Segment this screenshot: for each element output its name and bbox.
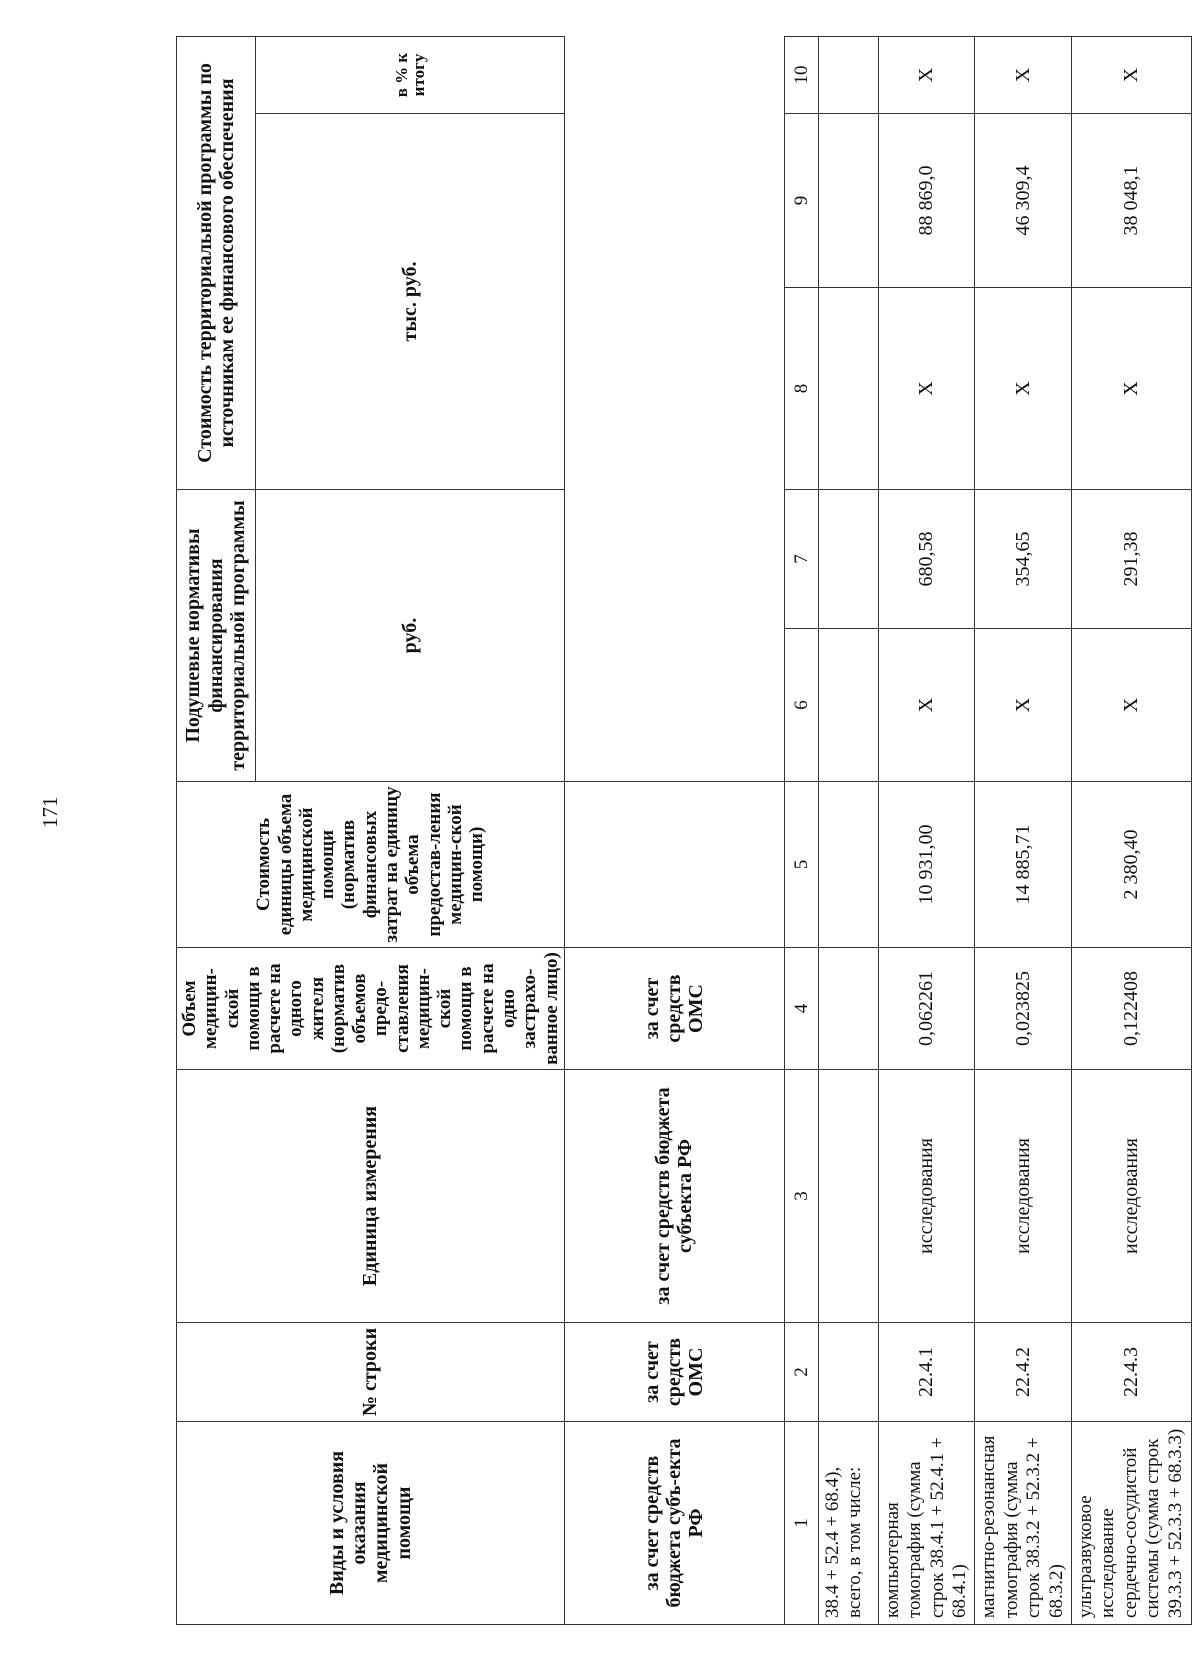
row-unit-cost: 10 931,00 bbox=[878, 782, 975, 948]
row-oms-per-capita: 354,65 bbox=[975, 490, 1072, 629]
table-row bbox=[818, 37, 878, 1625]
rotated-table-container bbox=[176, 37, 1186, 1625]
row-percent: X bbox=[878, 37, 975, 114]
table-row bbox=[975, 37, 1072, 1625]
row-oms-cost: 38 048,1 bbox=[1072, 114, 1192, 288]
row-code: 22.4.3 bbox=[1072, 1323, 1192, 1422]
header-row-number: № строки bbox=[177, 1323, 565, 1422]
header-budget-cost: за счет средств бюджета субъекта РФ bbox=[564, 1070, 784, 1323]
row-unit: исследования bbox=[975, 1070, 1072, 1323]
header-oms-cost: за счет средств ОМС bbox=[564, 948, 784, 1070]
header-care-type: Виды и условия оказания медицинской помощи bbox=[177, 1422, 565, 1625]
header-unit: Единица измерения bbox=[177, 1070, 565, 1323]
row-unit-cost: 14 885,71 bbox=[975, 782, 1072, 948]
row-oms-per-capita: 291,38 bbox=[1072, 490, 1192, 629]
medical-care-cost-table bbox=[176, 36, 1192, 1625]
column-number: 3 bbox=[784, 1070, 818, 1323]
row-care-type: компьютерная томография (сумма строк 38.4.1 + 52.4.1 + 68.4.1) bbox=[878, 1422, 975, 1625]
row-code bbox=[818, 1323, 878, 1422]
row-care-type: ультразвуковое исследование сердечно-сосудистой системы (сумма строк 39.3.3 + 52.3.3 + 68.3.3) bbox=[1072, 1422, 1192, 1625]
row-volume: 0,122408 bbox=[1072, 948, 1192, 1070]
row-percent bbox=[818, 37, 878, 114]
page-number: 171 bbox=[38, 796, 62, 828]
row-unit: исследования bbox=[1072, 1070, 1192, 1323]
row-budget-per-capita bbox=[818, 629, 878, 782]
row-percent: X bbox=[1072, 37, 1192, 114]
header-budget-per-capita: за счет средств бюджета субъ-екта РФ bbox=[564, 1422, 784, 1625]
column-number: 1 bbox=[784, 1422, 818, 1625]
header-row-4 bbox=[564, 37, 784, 1625]
column-number: 2 bbox=[784, 1323, 818, 1422]
row-code: 22.4.1 bbox=[878, 1323, 975, 1422]
row-oms-cost: 88 869,0 bbox=[878, 114, 975, 288]
column-number: 10 bbox=[784, 37, 818, 114]
row-unit-cost: 2 380,40 bbox=[1072, 782, 1192, 948]
row-oms-per-capita bbox=[818, 490, 878, 629]
row-care-type: магнитно-резонансная томография (сумма строк 38.3.2 + 52.3.2 + 68.3.2) bbox=[975, 1422, 1072, 1625]
column-number: 8 bbox=[784, 288, 818, 490]
column-number: 6 bbox=[784, 629, 818, 782]
row-oms-per-capita: 680,58 bbox=[878, 490, 975, 629]
header-oms-per-capita: за счет средств ОМС bbox=[564, 1323, 784, 1422]
row-budget-cost: X bbox=[1072, 288, 1192, 490]
header-percent-blank bbox=[564, 782, 784, 948]
header-program-cost: Стоимость территориальной программы по источникам ее финансового обеспечения bbox=[177, 37, 256, 490]
table-row bbox=[878, 37, 975, 1625]
header-unit-cost: Стоимость единицы объема медицинской помощи (норматив финансовых затрат на единицу объема предостав-ления медицин-ской помощи) bbox=[177, 782, 565, 948]
row-budget-per-capita: X bbox=[975, 629, 1072, 782]
row-volume bbox=[818, 948, 878, 1070]
column-number: 9 bbox=[784, 114, 818, 288]
row-budget-cost: X bbox=[878, 288, 975, 490]
table-row bbox=[1072, 37, 1192, 1625]
row-oms-cost: 46 309,4 bbox=[975, 114, 1072, 288]
row-percent: X bbox=[975, 37, 1072, 114]
column-number: 7 bbox=[784, 490, 818, 629]
header-unit-rub: руб. bbox=[256, 490, 565, 782]
header-percent-of-total: в % к итогу bbox=[256, 37, 565, 114]
header-row-1 bbox=[177, 37, 256, 1625]
row-volume: 0,062261 bbox=[878, 948, 975, 1070]
row-budget-cost: X bbox=[975, 288, 1072, 490]
header-unit-thousand-rub: тыс. руб. bbox=[256, 114, 565, 490]
row-oms-cost bbox=[818, 114, 878, 288]
row-unit-cost bbox=[818, 782, 878, 948]
column-number: 5 bbox=[784, 782, 818, 948]
row-unit: исследования bbox=[878, 1070, 975, 1323]
header-per-capita-norms: Подушевые нормативы финансирования территориальной программы bbox=[177, 490, 256, 782]
row-budget-per-capita: X bbox=[1072, 629, 1192, 782]
column-number: 4 bbox=[784, 948, 818, 1070]
row-unit bbox=[818, 1070, 878, 1323]
row-care-type: 38.4 + 52.4 + 68.4), всего, в том числе: bbox=[818, 1422, 878, 1625]
row-budget-cost bbox=[818, 288, 878, 490]
row-code: 22.4.2 bbox=[975, 1323, 1072, 1422]
row-budget-per-capita: X bbox=[878, 629, 975, 782]
row-volume: 0,023825 bbox=[975, 948, 1072, 1070]
header-volume-per-capita: Объем медицин-ской помощи в расчете на одного жителя (норматив объемов предо-ставления медицин-ской помощи в расчете на одно застрахо-ванное лицо) bbox=[177, 948, 565, 1070]
column-numbers-row bbox=[784, 37, 818, 1625]
